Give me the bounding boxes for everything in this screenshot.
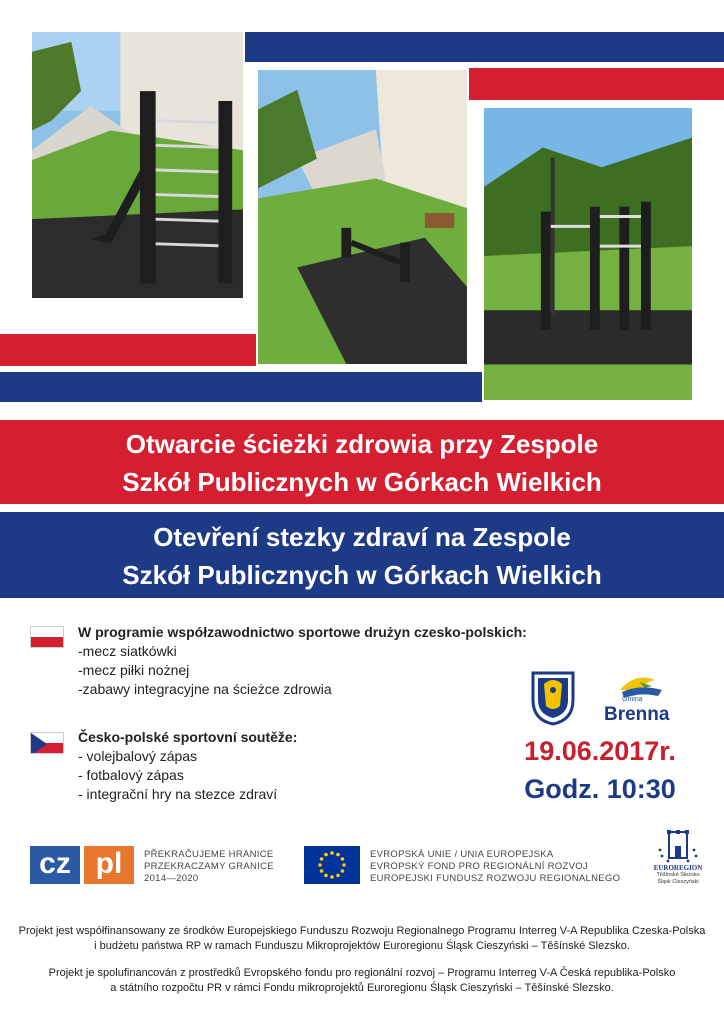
program-cz-item: - fotbalový zápas — [78, 767, 184, 783]
brenna-small-label: Gmina — [622, 696, 643, 703]
eu-flag-icon — [304, 846, 360, 884]
czpl-line3: 2014—2020 — [144, 873, 199, 884]
title-cz-line1: Otevření stezky zdraví na Zespole — [153, 522, 571, 552]
title-pl-line1: Otwarcie ścieżki zdrowia przy Zespole — [125, 429, 599, 459]
title-pl-line2: Szkół Publicznych w Górkach Wielkich — [122, 467, 602, 497]
brenna-name: Brenna — [604, 704, 670, 725]
czpl-line1: PŘEKRAČUJEME HRANICE — [144, 849, 274, 860]
czpl-line2: PRZEKRACZAMY GRANICE — [144, 861, 274, 872]
program-pl-item: -mecz piłki nożnej — [78, 662, 190, 678]
program-pl-item: -mecz siatkówki — [78, 643, 177, 659]
footer-pl — [0, 924, 724, 954]
czpl-caption — [144, 849, 294, 885]
footer-cz — [0, 966, 724, 996]
czpl-pl-box: pl — [84, 846, 134, 884]
eu-line1: EVROPSKÁ UNIE / UNIA EUROPEJSKA — [370, 849, 554, 860]
photo-ladder — [30, 30, 245, 300]
euroregion-name: EUROREGION — [653, 864, 703, 872]
czech-flag-icon — [30, 732, 64, 754]
brenna-logo — [600, 672, 680, 728]
footer-cz-line1: Projekt je spolufinancován z prostředků Evropského fondu pro regionální rozvoj – Programu Interreg V-A Česká republika-Polsko — [48, 967, 676, 979]
event-date: 19.06.2017r. — [524, 736, 676, 766]
program-cz — [78, 728, 408, 804]
program-cz-item: - volejbalový zápas — [78, 748, 198, 764]
euroregion-sub1: Těšínské Slezsko — [656, 872, 700, 878]
program-pl-heading: W programie współzawodnictwo sportowe drużyn czesko-polskich: — [78, 624, 527, 640]
polish-flag-icon — [30, 626, 64, 648]
coat-of-arms-icon — [530, 670, 576, 726]
program-pl — [78, 623, 558, 699]
title-band-pl — [0, 420, 724, 504]
eu-line2: EVROPSKÝ FOND PRO REGIONÁLNÍ ROZVOJ — [370, 861, 588, 872]
footer-pl-line1: Projekt jest współfinansowany ze środków Europejskiego Funduszu Rozwoju Regionalnego Programu Interreg V-A Republika Czeska-Polska — [18, 925, 706, 937]
photo-bench — [256, 68, 469, 366]
program-cz-heading: Česko-polské sportovní soutěže: — [78, 729, 298, 745]
czpl-cz-box: cz — [30, 846, 80, 884]
photo-pullup-bars — [482, 106, 694, 402]
program-cz-item: - integrační hry na stezce zdraví — [78, 786, 278, 802]
eu-line3: EUROPEJSKI FUNDUSZ ROZWOJU REGIONALNEGO — [370, 873, 621, 884]
euroregion-logo — [648, 828, 708, 890]
footer-pl-line2: i budżetu państwa RP w ramach Funduszu Mikroprojektów Euroregionu Śląsk Cieszyński – Těšínské Slezsko. — [94, 940, 630, 952]
title-cz-line2: Szkół Publicznych w Górkach Wielkich — [122, 560, 602, 590]
footer-cz-line2: a státního rozpočtu PR v rámci Fondu mikroprojektů Euroregionu Śląsk Cieszyński – Těšínské Slezsko. — [110, 982, 614, 994]
title-band-cz — [0, 512, 724, 598]
eu-caption — [370, 849, 630, 885]
program-pl-item: -zabawy integracyjne na ścieżce zdrowia — [78, 681, 332, 697]
euroregion-sub2: Śląsk Cieszyński — [657, 879, 699, 885]
czpl-logo — [30, 846, 134, 884]
event-time: Godz. 10:30 — [524, 774, 676, 804]
